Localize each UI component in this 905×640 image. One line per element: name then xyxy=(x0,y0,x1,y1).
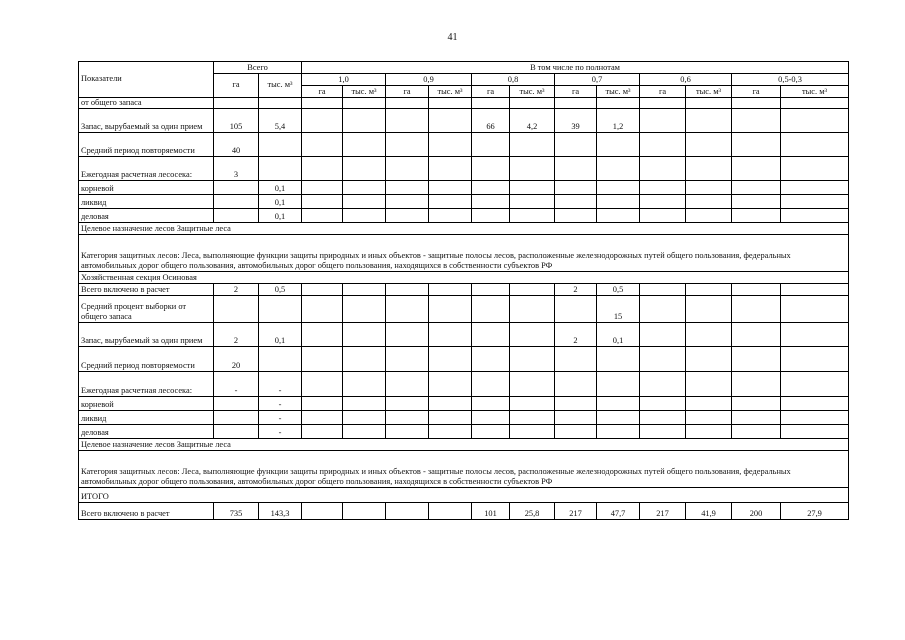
table-cell xyxy=(472,284,510,296)
table-cell xyxy=(781,133,849,157)
table-cell xyxy=(555,425,597,439)
table-cell: 66 xyxy=(472,109,510,133)
section-row xyxy=(79,272,849,284)
table-cell: 2 xyxy=(555,284,597,296)
row-label: корневой xyxy=(79,397,214,411)
table-cell xyxy=(343,133,386,157)
table-cell xyxy=(386,503,429,520)
table-cell xyxy=(555,195,597,209)
table-cell xyxy=(732,109,781,133)
table-cell xyxy=(472,323,510,347)
table-row xyxy=(79,503,849,520)
table-cell xyxy=(686,397,732,411)
table-cell xyxy=(640,397,686,411)
table-cell xyxy=(343,347,386,372)
table-cell xyxy=(781,181,849,195)
row-label: от общего запаса xyxy=(79,98,214,109)
table-cell: - xyxy=(214,372,259,397)
header-unit-volume: тыс. м³ xyxy=(597,86,640,98)
table-row xyxy=(79,98,849,109)
table-cell xyxy=(686,296,732,323)
table-cell xyxy=(343,323,386,347)
table-cell xyxy=(555,181,597,195)
table-cell: 39 xyxy=(555,109,597,133)
header-density-2: 0,9 xyxy=(386,74,472,86)
table-cell: 2 xyxy=(214,323,259,347)
table-cell xyxy=(386,347,429,372)
table-cell xyxy=(429,323,472,347)
row-label: Всего включено в расчет xyxy=(79,503,214,520)
table-row xyxy=(79,209,849,223)
table-cell xyxy=(302,323,343,347)
table-cell xyxy=(302,181,343,195)
table-cell xyxy=(214,296,259,323)
table-row xyxy=(79,425,849,439)
table-cell xyxy=(686,425,732,439)
table-cell xyxy=(640,347,686,372)
header-unit-ha: га xyxy=(555,86,597,98)
section-text: Категория защитных лесов: Леса, выполняющие функции защиты природных и иных объектов - защитные полосы лесов, расположенные железнодорожных путей общего пользования, федеральных автомобильных дорог общего пользования, автомобильных дорог общего пользования, находящихся в собственности субъектов РФ xyxy=(79,451,849,488)
table-cell xyxy=(386,296,429,323)
table-cell xyxy=(597,411,640,425)
table-cell xyxy=(429,503,472,520)
table-cell xyxy=(732,411,781,425)
table-cell: 0,1 xyxy=(259,195,302,209)
table-cell: - xyxy=(259,397,302,411)
table-cell xyxy=(429,411,472,425)
table-cell xyxy=(640,157,686,181)
table-cell xyxy=(640,133,686,157)
table-cell xyxy=(597,195,640,209)
table-cell xyxy=(686,98,732,109)
table-cell: 0,1 xyxy=(259,181,302,195)
table-cell xyxy=(640,98,686,109)
table-cell xyxy=(429,133,472,157)
table-cell xyxy=(214,397,259,411)
table-cell: 0,1 xyxy=(259,323,302,347)
table-cell xyxy=(259,133,302,157)
table-cell xyxy=(259,98,302,109)
table-cell xyxy=(510,347,555,372)
row-label: Запас, вырубаемый за один прием xyxy=(79,109,214,133)
table-cell xyxy=(781,397,849,411)
header-unit-ha: га xyxy=(386,86,429,98)
table-cell xyxy=(597,372,640,397)
table-cell xyxy=(302,503,343,520)
table-cell xyxy=(472,181,510,195)
table-cell xyxy=(302,284,343,296)
table-cell: 3 xyxy=(214,157,259,181)
table-cell xyxy=(343,195,386,209)
table-cell xyxy=(686,284,732,296)
table-cell xyxy=(510,195,555,209)
header-unit-ha: га xyxy=(732,86,781,98)
header-indicator: Показатели xyxy=(79,62,214,98)
table-cell: 2 xyxy=(214,284,259,296)
table-cell xyxy=(640,181,686,195)
table-cell xyxy=(686,411,732,425)
table-cell xyxy=(640,323,686,347)
table-cell: 2 xyxy=(555,323,597,347)
table-cell xyxy=(302,157,343,181)
table-cell xyxy=(472,133,510,157)
table-row xyxy=(79,372,849,397)
table-cell xyxy=(472,296,510,323)
table-cell xyxy=(472,397,510,411)
table-cell xyxy=(214,181,259,195)
table-cell xyxy=(302,109,343,133)
table-cell: 0,5 xyxy=(259,284,302,296)
table-row xyxy=(79,133,849,157)
table-cell: 47,7 xyxy=(597,503,640,520)
table-cell: 4,2 xyxy=(510,109,555,133)
table-cell xyxy=(429,372,472,397)
header-unit-ha: га xyxy=(302,86,343,98)
table-cell xyxy=(597,133,640,157)
table-cell xyxy=(640,209,686,223)
table-cell xyxy=(472,195,510,209)
row-label: Средний период повторяемости xyxy=(79,133,214,157)
section-row xyxy=(79,488,849,503)
table-cell: 0,1 xyxy=(259,209,302,223)
table-cell xyxy=(429,181,472,195)
table-cell xyxy=(386,284,429,296)
table-cell xyxy=(555,411,597,425)
table-cell xyxy=(429,209,472,223)
table-cell xyxy=(597,98,640,109)
table-cell xyxy=(640,411,686,425)
table-cell xyxy=(732,181,781,195)
table-cell xyxy=(781,157,849,181)
table-cell xyxy=(429,425,472,439)
table-cell xyxy=(386,133,429,157)
table-cell xyxy=(302,296,343,323)
table-cell xyxy=(343,296,386,323)
table-cell xyxy=(555,397,597,411)
table-cell xyxy=(510,98,555,109)
table-cell: 5,4 xyxy=(259,109,302,133)
table-cell xyxy=(640,195,686,209)
table-cell xyxy=(732,133,781,157)
table-cell xyxy=(472,157,510,181)
table-cell xyxy=(429,296,472,323)
table-cell xyxy=(386,181,429,195)
table-cell xyxy=(302,133,343,157)
table-cell: - xyxy=(259,411,302,425)
table-cell xyxy=(386,98,429,109)
table-cell xyxy=(555,133,597,157)
table-cell xyxy=(781,284,849,296)
table-cell xyxy=(686,157,732,181)
table-cell xyxy=(510,397,555,411)
table-cell xyxy=(386,323,429,347)
table-cell: - xyxy=(259,425,302,439)
table-cell xyxy=(343,503,386,520)
table-cell xyxy=(597,181,640,195)
table-cell xyxy=(259,296,302,323)
table-cell xyxy=(555,98,597,109)
table-cell xyxy=(343,372,386,397)
section-text: Категория защитных лесов: Леса, выполняющие функции защиты природных и иных объектов - защитные полосы лесов, расположенные железнодорожных путей общего пользования, федеральных автомобильных дорог общего пользования, автомобильных дорог общего пользования, находящихся в собственности субъектов РФ xyxy=(79,235,849,272)
table-cell xyxy=(781,323,849,347)
section-row xyxy=(79,223,849,235)
row-label: корневой xyxy=(79,181,214,195)
table-cell xyxy=(429,98,472,109)
table-cell xyxy=(732,347,781,372)
table-cell xyxy=(510,284,555,296)
table-cell xyxy=(302,372,343,397)
header-unit-ha: га xyxy=(472,86,510,98)
header-total-ha: га xyxy=(214,74,259,98)
table-row xyxy=(79,411,849,425)
table-cell xyxy=(732,209,781,223)
section-row xyxy=(79,451,849,488)
table-cell xyxy=(781,425,849,439)
table-cell xyxy=(510,425,555,439)
table-cell xyxy=(343,425,386,439)
table-cell xyxy=(343,109,386,133)
header-unit-volume: тыс. м³ xyxy=(343,86,386,98)
table-cell: 27,9 xyxy=(781,503,849,520)
table-cell xyxy=(386,372,429,397)
table-cell xyxy=(640,425,686,439)
table-cell: 105 xyxy=(214,109,259,133)
table-cell xyxy=(302,209,343,223)
table-cell xyxy=(555,296,597,323)
table-cell xyxy=(259,157,302,181)
row-label: Запас, вырубаемый за один прием xyxy=(79,323,214,347)
table-cell xyxy=(343,157,386,181)
table-cell xyxy=(510,209,555,223)
table-cell xyxy=(555,209,597,223)
table-cell xyxy=(510,372,555,397)
table-cell xyxy=(429,347,472,372)
table-cell xyxy=(386,209,429,223)
page-number: 41 xyxy=(447,32,458,43)
table-row xyxy=(79,181,849,195)
table-cell xyxy=(302,425,343,439)
table-cell: 20 xyxy=(214,347,259,372)
table-row xyxy=(79,323,849,347)
table-cell xyxy=(597,397,640,411)
table-cell xyxy=(510,181,555,195)
table-cell xyxy=(686,372,732,397)
table-cell: - xyxy=(259,372,302,397)
table-cell xyxy=(781,296,849,323)
table-cell xyxy=(510,411,555,425)
table-cell xyxy=(732,195,781,209)
table-cell xyxy=(429,284,472,296)
table-cell xyxy=(640,284,686,296)
row-label: ликвид xyxy=(79,195,214,209)
table-cell xyxy=(732,98,781,109)
table-row xyxy=(79,347,849,372)
table-cell: 217 xyxy=(555,503,597,520)
row-label: Всего включено в расчет xyxy=(79,284,214,296)
section-text: Целевое назначение лесов Защитные леса xyxy=(79,223,849,235)
table-cell: 143,3 xyxy=(259,503,302,520)
header-unit-volume: тыс. м³ xyxy=(429,86,472,98)
table-cell xyxy=(259,347,302,372)
table-cell xyxy=(343,98,386,109)
table-cell xyxy=(732,284,781,296)
table-cell xyxy=(555,157,597,181)
table-row xyxy=(79,284,849,296)
header-total-volume: тыс. м³ xyxy=(259,74,302,98)
table-cell xyxy=(686,323,732,347)
row-label: деловая xyxy=(79,425,214,439)
table-cell xyxy=(597,425,640,439)
header-density-4: 0,7 xyxy=(555,74,640,86)
table-cell xyxy=(302,98,343,109)
table-cell xyxy=(781,411,849,425)
table-cell xyxy=(429,157,472,181)
table-cell: 25,8 xyxy=(510,503,555,520)
header-total: Всего xyxy=(214,62,302,74)
table-cell xyxy=(732,157,781,181)
table-cell: 0,5 xyxy=(597,284,640,296)
section-text: Целевое назначение лесов Защитные леса xyxy=(79,439,849,451)
table-cell xyxy=(781,347,849,372)
table-row xyxy=(79,195,849,209)
table-cell xyxy=(214,425,259,439)
table-cell: 735 xyxy=(214,503,259,520)
table-cell xyxy=(386,411,429,425)
table-cell xyxy=(214,411,259,425)
table-cell xyxy=(686,209,732,223)
table-cell xyxy=(302,347,343,372)
table-cell xyxy=(214,209,259,223)
table-cell xyxy=(343,209,386,223)
table-cell xyxy=(429,109,472,133)
row-label: Ежегодная расчетная лесосека: xyxy=(79,157,214,181)
table-cell xyxy=(343,411,386,425)
table-cell xyxy=(429,397,472,411)
table-cell xyxy=(302,195,343,209)
table-cell xyxy=(386,109,429,133)
table-cell xyxy=(386,397,429,411)
table-cell xyxy=(686,347,732,372)
table-row xyxy=(79,157,849,181)
allowable-cut-table xyxy=(78,61,849,520)
table-cell: 200 xyxy=(732,503,781,520)
table-cell xyxy=(555,372,597,397)
table-cell xyxy=(781,109,849,133)
table-cell xyxy=(597,347,640,372)
table-cell: 101 xyxy=(472,503,510,520)
header-unit-volume: тыс. м³ xyxy=(686,86,732,98)
table-cell xyxy=(597,157,640,181)
section-text: Хозяйственная секция Осиновая xyxy=(79,272,849,284)
header-unit-ha: га xyxy=(640,86,686,98)
row-label: ликвид xyxy=(79,411,214,425)
table-cell xyxy=(429,195,472,209)
table-row xyxy=(79,397,849,411)
table-cell xyxy=(686,133,732,157)
table-cell xyxy=(472,209,510,223)
table-cell xyxy=(510,133,555,157)
table-cell: 217 xyxy=(640,503,686,520)
table-cell xyxy=(386,425,429,439)
table-cell xyxy=(732,425,781,439)
table-cell xyxy=(686,109,732,133)
table-cell: 40 xyxy=(214,133,259,157)
table-cell: 0,1 xyxy=(597,323,640,347)
table-cell xyxy=(732,372,781,397)
table-cell xyxy=(343,284,386,296)
row-label: Средний процент выборки от общего запаса xyxy=(79,296,214,323)
table-cell xyxy=(472,372,510,397)
header-unit-volume: тыс. м³ xyxy=(510,86,555,98)
table-cell xyxy=(781,195,849,209)
header-density-5: 0,6 xyxy=(640,74,732,86)
header-density-3: 0,8 xyxy=(472,74,555,86)
table-cell xyxy=(386,195,429,209)
table-cell xyxy=(214,98,259,109)
table-cell xyxy=(472,411,510,425)
table-cell xyxy=(472,425,510,439)
row-label: Ежегодная расчетная лесосека: xyxy=(79,372,214,397)
table-cell xyxy=(732,323,781,347)
section-text: ИТОГО xyxy=(79,488,849,503)
table-cell xyxy=(343,181,386,195)
row-label: Средний период повторяемости xyxy=(79,347,214,372)
header-incl-density: В том числе по полнотам xyxy=(302,62,849,74)
table-cell xyxy=(732,397,781,411)
table-cell xyxy=(302,397,343,411)
section-row xyxy=(79,235,849,272)
table-row xyxy=(79,296,849,323)
table-cell xyxy=(555,347,597,372)
table-cell: 1,2 xyxy=(597,109,640,133)
section-row xyxy=(79,439,849,451)
table-cell xyxy=(781,98,849,109)
table-cell xyxy=(386,157,429,181)
table-cell xyxy=(472,98,510,109)
table-cell xyxy=(343,397,386,411)
table-cell xyxy=(510,157,555,181)
table-cell xyxy=(214,195,259,209)
header-unit-volume: тыс. м³ xyxy=(781,86,849,98)
table-cell: 41,9 xyxy=(686,503,732,520)
table-cell: 15 xyxy=(597,296,640,323)
table-cell xyxy=(472,347,510,372)
header-density-1: 1,0 xyxy=(302,74,386,86)
row-label: деловая xyxy=(79,209,214,223)
table-cell xyxy=(597,209,640,223)
table-cell xyxy=(510,323,555,347)
table-cell xyxy=(640,109,686,133)
table-cell xyxy=(781,372,849,397)
table-cell xyxy=(640,296,686,323)
table-cell xyxy=(640,372,686,397)
table-cell xyxy=(732,296,781,323)
header-density-6: 0,5-0,3 xyxy=(732,74,849,86)
table-cell xyxy=(781,209,849,223)
table-cell xyxy=(686,195,732,209)
table-cell xyxy=(686,181,732,195)
table-cell xyxy=(302,411,343,425)
table-row xyxy=(79,109,849,133)
table-cell xyxy=(510,296,555,323)
